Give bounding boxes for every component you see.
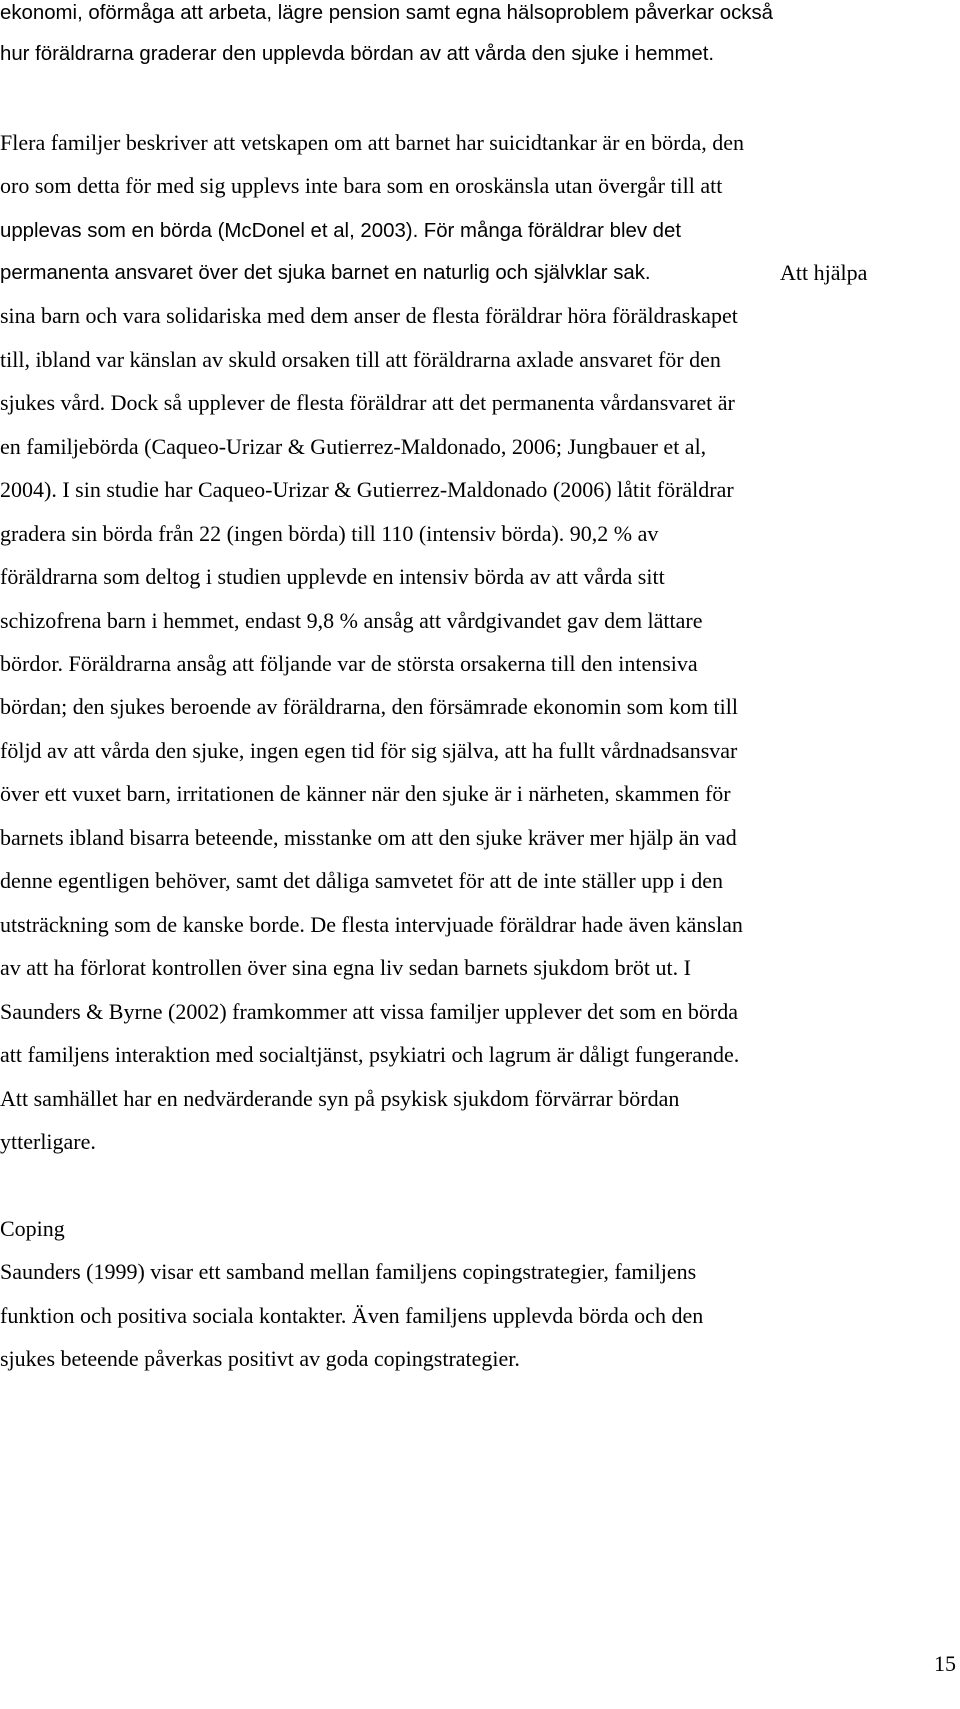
text-line: 2004). I sin studie har Caqueo-Urizar & Gutierrez-Maldonado (2006) låtit föräldrar [0, 477, 734, 502]
text-line [0, 649, 698, 679]
text-line: följd av att vårda den sjuke, ingen egen tid för sig själva, att ha fullt vårdnadsansvar [0, 738, 738, 763]
text-line: gradera sin börda från 22 (ingen börda) till 110 (intensiv börda). 90,2 % av [0, 521, 659, 546]
text-line: permanenta ansvaret över det sjuka barnet en naturlig och självklar sak. [0, 262, 651, 284]
text-segment: Att hjälpa [780, 260, 868, 285]
text-line: Saunders (1999) visar ett samband mellan familjens copingstrategier, familjens [0, 1259, 697, 1284]
text-line: ytterligare. [0, 1129, 96, 1154]
text-line: sjukes vård. Dock så upplever de flesta föräldrar att det permanenta vårdansvaret är [0, 390, 735, 415]
text-line: denne egentligen behöver, samt det dåliga samvetet för att de inte ställer upp i den [0, 868, 724, 893]
text-line: barnets ibland bisarra beteende, misstanke om att den sjuke kräver mer hjälp än vad [0, 825, 737, 850]
text-line: över ett vuxet barn, irritationen de känner när den sjuke är i närheten, skammen för [0, 781, 731, 806]
text-line: Att samhället har en nedvärderande syn på psykisk sjukdom förvärrar bördan [0, 1086, 680, 1111]
text-segment: Föräldrarna ansåg att följande var de största orsakerna till den intensiva [68, 651, 698, 676]
text-line: utsträckning som de kanske borde. De flesta intervjuade föräldrar hade även känslan [0, 912, 743, 937]
text-line [0, 215, 681, 245]
text-line: till, ibland var känslan av skuld orsaken till att föräldrarna axlade ansvaret för den [0, 347, 721, 372]
text-line: ekonomi, oförmåga att arbeta, lägre pension samt egna hälsoproblem påverkar också [0, 2, 774, 24]
text-line: funktion och positiva sociala kontakter. Även familjens upplevda börda och den [0, 1303, 704, 1328]
text-line: en familjebörda (Caqueo-Urizar & Gutierrez-Maldonado, 2006; Jungbauer et al, [0, 434, 707, 459]
text-segment: bördor. [0, 651, 63, 676]
text-segment: För många föräldrar blev det [423, 220, 682, 242]
text-segment: upplevas som en börda (McDonel et al, 2003). [0, 220, 419, 242]
text-line: hur föräldrarna graderar den upplevda bördan av att vårda den sjuke i hemmet. [0, 43, 715, 65]
text-line: bördan; den sjukes beroende av föräldrarna, den försämrade ekonomin som kom till [0, 694, 738, 719]
text-line: att familjens interaktion med socialtjänst, psykiatri och lagrum är dåligt fungerande. [0, 1042, 740, 1067]
text-line: av att ha förlorat kontrollen över sina egna liv sedan barnets sjukdom bröt ut. I [0, 955, 691, 980]
section-heading: Coping [0, 1216, 65, 1241]
text-line: sina barn och vara solidariska med dem anser de flesta föräldrar höra föräldraskapet [0, 303, 738, 328]
text-line: sjukes beteende påverkas positivt av goda copingstrategier. [0, 1346, 520, 1371]
text-line: Saunders & Byrne (2002) framkommer att vissa familjer upplever det som en börda [0, 999, 739, 1024]
text-line: oro som detta för med sig upplevs inte bara som en oroskänsla utan övergår till att [0, 173, 723, 198]
text-line: schizofrena barn i hemmet, endast 9,8 % ansåg att vårdgivandet gav dem lättare [0, 608, 703, 633]
text-line: Flera familjer beskriver att vetskapen om att barnet har suicidtankar är en börda, den [0, 130, 745, 155]
page-number: 15 [934, 1651, 956, 1676]
text-line: föräldrarna som deltog i studien upplevde en intensiv börda av att vårda sitt [0, 564, 665, 589]
